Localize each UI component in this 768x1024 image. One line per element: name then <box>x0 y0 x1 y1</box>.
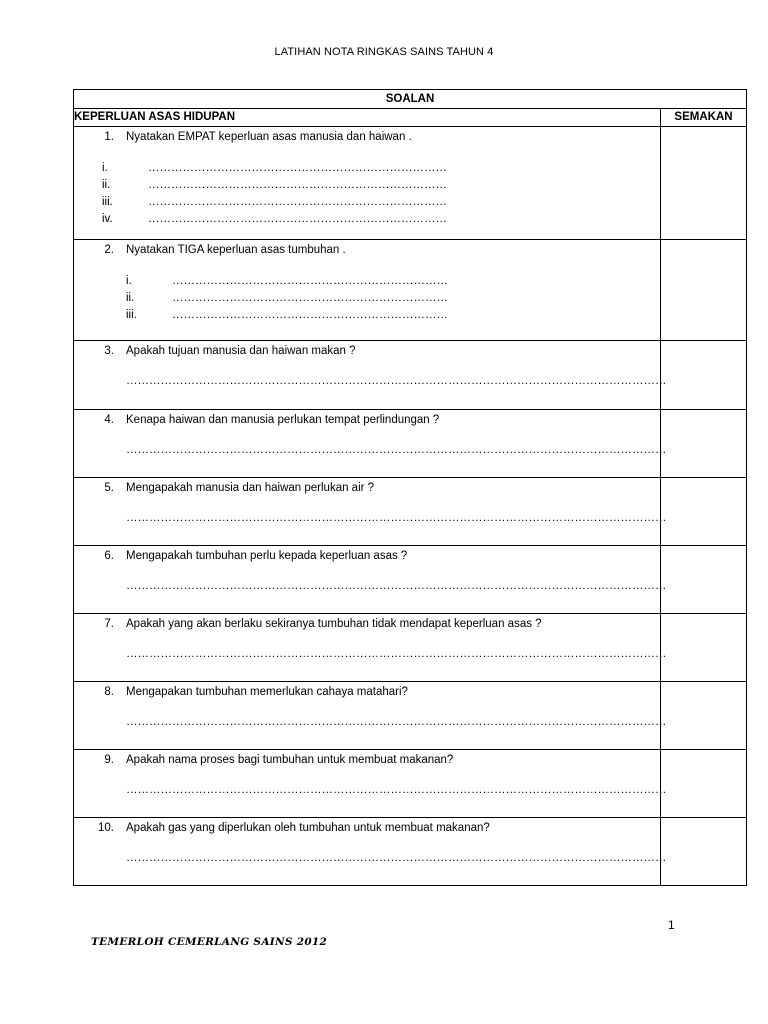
question-text: Nyatakan TIGA keperluan asas tumbuhan . <box>126 244 346 256</box>
answer-dots: …………………………………………………………………………………………………………………………… <box>126 716 667 728</box>
roman-numeral: iii. <box>126 309 137 321</box>
answer-dots: …………………………………………………………………………………………………………………………… <box>126 512 667 524</box>
question-number: 7. <box>104 618 114 630</box>
question-cell <box>74 614 667 682</box>
answer-dots: …………………………………………………………………………………………………………………………… <box>126 444 667 456</box>
question-number: 9. <box>104 754 114 766</box>
answer-dots: …………………………………………………………………………………………………………………………… <box>126 852 667 864</box>
question-number: 6. <box>104 550 114 562</box>
question-row <box>74 410 747 478</box>
semakan-header: SEMAKAN <box>661 109 747 127</box>
section-row <box>74 109 747 127</box>
question-number: 1. <box>104 131 114 143</box>
semakan-cell <box>661 614 747 682</box>
question-text: Mengapakan tumbuhan memerlukan cahaya matahari? <box>126 686 408 698</box>
question-number: 2. <box>104 244 114 256</box>
question-number: 8. <box>104 686 114 698</box>
soalan-header: SOALAN <box>74 90 747 109</box>
semakan-cell <box>661 341 747 410</box>
question-row <box>74 818 747 886</box>
question-number: 3. <box>104 345 114 357</box>
question-text: Nyatakan EMPAT keperluan asas manusia dan haiwan . <box>126 131 412 143</box>
semakan-cell <box>661 410 747 478</box>
question-row <box>74 546 747 614</box>
question-cell <box>74 240 661 341</box>
question-row <box>74 240 747 341</box>
answer-dots: …………………………………………………………………………………………………………………………… <box>126 580 667 592</box>
question-cell <box>74 682 667 750</box>
question-number: 4. <box>104 414 114 426</box>
roman-numeral: iii. <box>102 196 113 208</box>
question-cell <box>74 341 667 410</box>
answer-dots: ……………………………………………………………… <box>172 309 448 321</box>
question-row <box>74 614 747 682</box>
question-text: Mengapakah tumbuhan perlu kepada keperluan asas ? <box>126 550 408 562</box>
question-text: Apakah yang akan berlaku sekiranya tumbuhan tidak mendapat keperluan asas ? <box>126 618 542 630</box>
answer-dots: ……………………………………………………………… <box>172 292 448 304</box>
semakan-cell <box>661 750 747 818</box>
answer-dots: …………………………………………………………………… <box>148 196 447 208</box>
page-number: 1 <box>668 918 675 932</box>
answer-dots: …………………………………………………………………………………………………………………………… <box>126 375 667 387</box>
question-cell <box>74 750 667 818</box>
semakan-cell <box>661 682 747 750</box>
question-row <box>74 682 747 750</box>
semakan-cell <box>661 478 747 546</box>
answer-dots: …………………………………………………………………… <box>148 179 447 191</box>
document-title: LATIHAN NOTA RINGKAS SAINS TAHUN 4 <box>274 46 494 58</box>
table-header-row <box>74 90 747 109</box>
question-cell <box>74 818 667 886</box>
roman-numeral: i. <box>102 162 108 174</box>
question-cell <box>74 478 667 546</box>
semakan-cell <box>661 127 747 240</box>
question-text: Apakah nama proses bagi tumbuhan untuk membuat makanan? <box>126 754 454 766</box>
footer-text: TEMERLOH CEMERLANG SAINS 2012 <box>91 936 328 948</box>
question-row <box>74 341 747 410</box>
roman-numeral: iv. <box>102 213 113 225</box>
answer-dots: …………………………………………………………………………………………………………………………… <box>126 784 667 796</box>
question-cell <box>74 410 667 478</box>
question-text: Mengapakah manusia dan haiwan perlukan air ? <box>126 482 375 494</box>
question-row <box>74 478 747 546</box>
semakan-cell <box>661 818 747 886</box>
question-number: 5. <box>104 482 114 494</box>
answer-dots: …………………………………………………………………… <box>148 162 447 174</box>
answer-dots: ……………………………………………………………… <box>172 275 448 287</box>
semakan-cell <box>661 240 747 341</box>
roman-numeral: ii. <box>126 292 135 304</box>
roman-numeral: i. <box>126 275 132 287</box>
answer-dots: …………………………………………………………………………………………………………………………… <box>126 648 667 660</box>
section-header: KEPERLUAN ASAS HIDUPAN <box>74 109 661 127</box>
question-text: Kenapa haiwan dan manusia perlukan tempat perlindungan ? <box>126 414 440 426</box>
question-table <box>73 89 747 886</box>
semakan-cell <box>661 546 747 614</box>
question-cell <box>74 546 667 614</box>
answer-dots: …………………………………………………………………… <box>148 213 447 225</box>
question-text: Apakah gas yang diperlukan oleh tumbuhan untuk membuat makanan? <box>126 822 490 834</box>
question-row <box>74 750 747 818</box>
roman-numeral: ii. <box>102 179 111 191</box>
question-row <box>74 127 747 240</box>
question-text: Apakah tujuan manusia dan haiwan makan ? <box>126 345 356 357</box>
question-number: 10. <box>98 822 114 834</box>
question-cell <box>74 127 661 240</box>
